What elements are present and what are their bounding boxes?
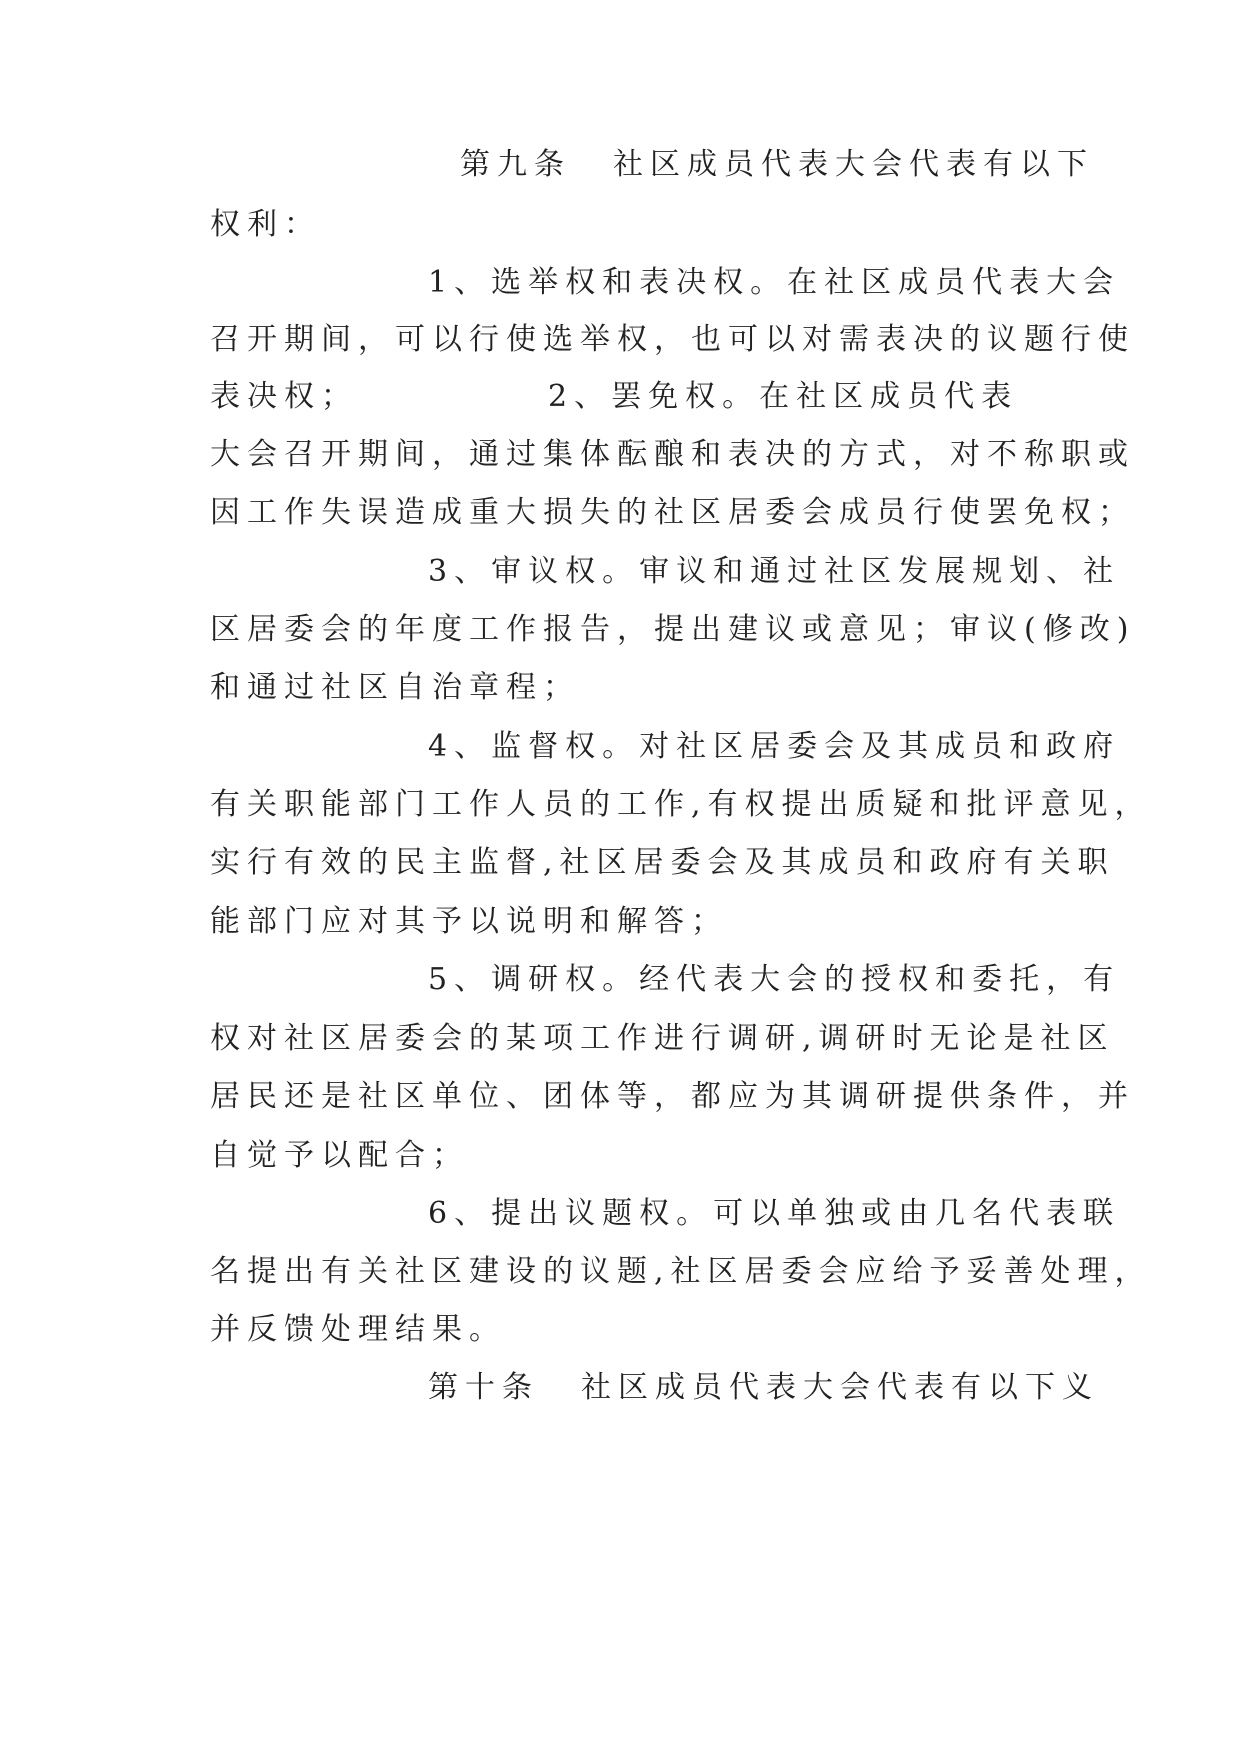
article-9-heading [210, 135, 1094, 195]
right-6-line-3: 并反馈处理结果。 [210, 1312, 506, 1347]
right-5-line-3: 居民还是社区单位、团体等，都应为其调研提供条件，并 [210, 1079, 1135, 1114]
right-6-line-1: 6、提出议题权。可以单独或由几名代表联 [428, 1196, 1121, 1231]
right-2-line-2: 大会召开期间，通过集体酝酿和表决的方式，对不称职或 [210, 437, 1135, 472]
article-9-number: 第九条 [460, 147, 571, 182]
article-10-heading [210, 1358, 1099, 1418]
article-9-continuation: 权利： [210, 207, 321, 242]
right-4-line-4: 能部门应对其予以说明和解答； [210, 904, 728, 939]
right-4-line-2: 有关职能部门工作人员的工作,有权提出质疑和批评意见， [210, 787, 1152, 822]
right-1-line-3: 表决权； [210, 379, 358, 414]
right-4-line-3: 实行有效的民主监督,社区居委会及其成员和政府有关职 [210, 845, 1115, 880]
right-3-line-3: 和通过社区自治章程； [210, 670, 580, 705]
right-1-line-1: 1、选举权和表决权。在社区成员代表大会 [428, 265, 1121, 300]
right-5-line-1: 5、调研权。经代表大会的授权和委托，有 [428, 962, 1121, 997]
right-5-line-2: 权对社区居委会的某项工作进行调研,调研时无论是社区 [210, 1021, 1115, 1056]
article-10-number: 第十条 [428, 1370, 539, 1405]
article-9-text: 社区成员代表大会代表有以下 [613, 147, 1094, 182]
right-2-line-1: 2、罢免权。在社区成员代表 [548, 379, 1019, 414]
article-10-text: 社区成员代表大会代表有以下义 [581, 1370, 1099, 1405]
right-6-line-2: 名提出有关社区建设的议题,社区居委会应给予妥善处理， [210, 1254, 1152, 1289]
right-1-line-2: 召开期间，可以行使选举权，也可以对需表决的议题行使 [210, 322, 1135, 357]
right-3-line-1: 3、审议权。审议和通过社区发展规划、社 [428, 554, 1121, 589]
right-3-line-2: 区居委会的年度工作报告，提出建议或意见；审议(修改) [210, 612, 1136, 647]
right-1-2-line [210, 367, 1030, 427]
right-5-line-4: 自觉予以配合； [210, 1138, 469, 1173]
right-2-line-3: 因工作失误造成重大损失的社区居委会成员行使罢免权； [210, 495, 1135, 530]
right-4-line-1: 4、监督权。对社区居委会及其成员和政府 [428, 729, 1121, 764]
